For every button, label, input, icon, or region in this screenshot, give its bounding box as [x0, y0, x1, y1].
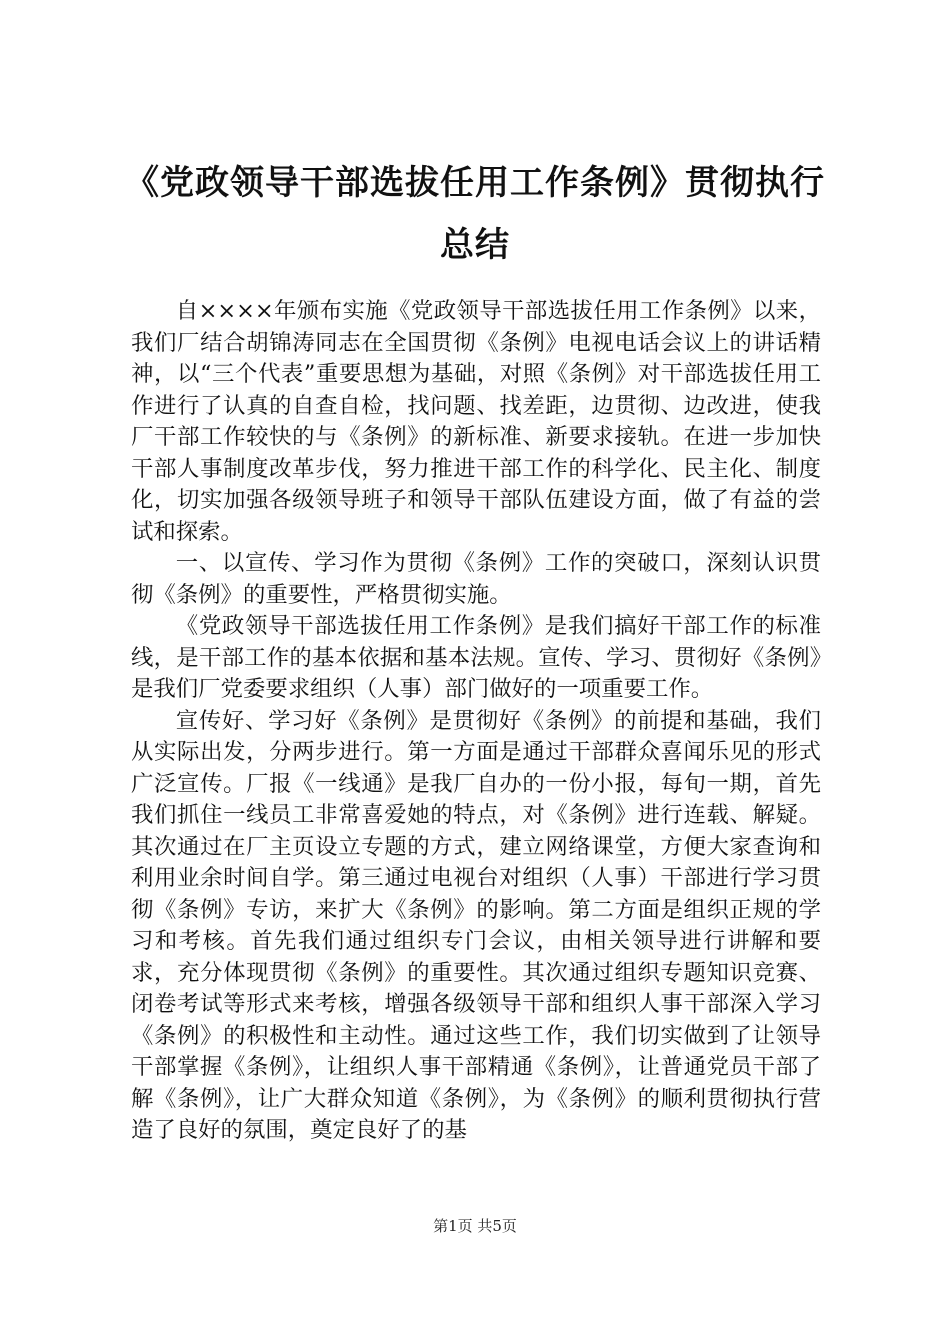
paragraph-intro: 自××××年颁布实施《党政领导干部选拔任用工作条例》以来，我们厂结合胡锦涛同志在全国贯彻《条例》电视电话会议上的讲话精神，以“三个代表”重要思想为基础，对照《条例》对干部选拔任用工作进行了认真的自查自检，找问题、找差距，边贯彻、边改进，使我厂干部工作较快的与《条例》的新标准、新要求接轨。在进一步加快干部人事制度改革步伐，努力推进干部工作的科学化、民主化、制度化，切实加强各级领导班子和领导干部队伍建设方面，做了有益的尝试和探索。	[131, 298, 821, 545]
document-body	[131, 296, 821, 1147]
paragraph-publicity-study: 宣传好、学习好《条例》是贯彻好《条例》的前提和基础，我们从实际出发，分两步进行。第一方面是通过干部群众喜闻乐见的形式广泛宣传。厂报《一线通》是我厂自办的一份小报，每旬一期，首先我们抓住一线员工非常喜爱她的特点，对《条例》进行连载、解疑。其次通过在厂主页设立专题的方式，建立网络课堂，方便大家查询和利用业余时间自学。第三通过电视台对组织（人事）干部进行学习贯彻《条例》专访，来扩大《条例》的影响。第二方面是组织正规的学习和考核。首先我们通过组织专门会议，由相关领导进行讲解和要求，充分体现贯彻《条例》的重要性。其次通过组织专题知识竞赛、闭卷考试等形式来考核，增强各级领导干部和组织人事干部深入学习《条例》的积极性和主动性。通过这些工作，我们切实做到了让领导干部掌握《条例》，让组织人事干部精通《条例》，让普通党员干部了解《条例》，让广大群众知道《条例》，为《条例》的顺利贯彻执行营造了良好的氛围，奠定良好了的基	[131, 707, 821, 1143]
paragraph-regulation-standard: 《党政领导干部选拔任用工作条例》是我们搞好干部工作的标准线，是干部工作的基本依据和基本法规。宣传、学习、贯彻好《条例》是我们厂党委要求组织（人事）部门做好的一项重要工作。	[131, 613, 821, 702]
document-title: 《党政领导干部选拔任用工作条例》贯彻执行总结	[125, 163, 825, 265]
page-number-footer: 第1页 共5页	[433, 1217, 517, 1235]
paragraph-section-one-heading: 一、以宣传、学习作为贯彻《条例》工作的突破口，深刻认识贯彻《条例》的重要性，严格贯彻实施。	[131, 550, 821, 608]
